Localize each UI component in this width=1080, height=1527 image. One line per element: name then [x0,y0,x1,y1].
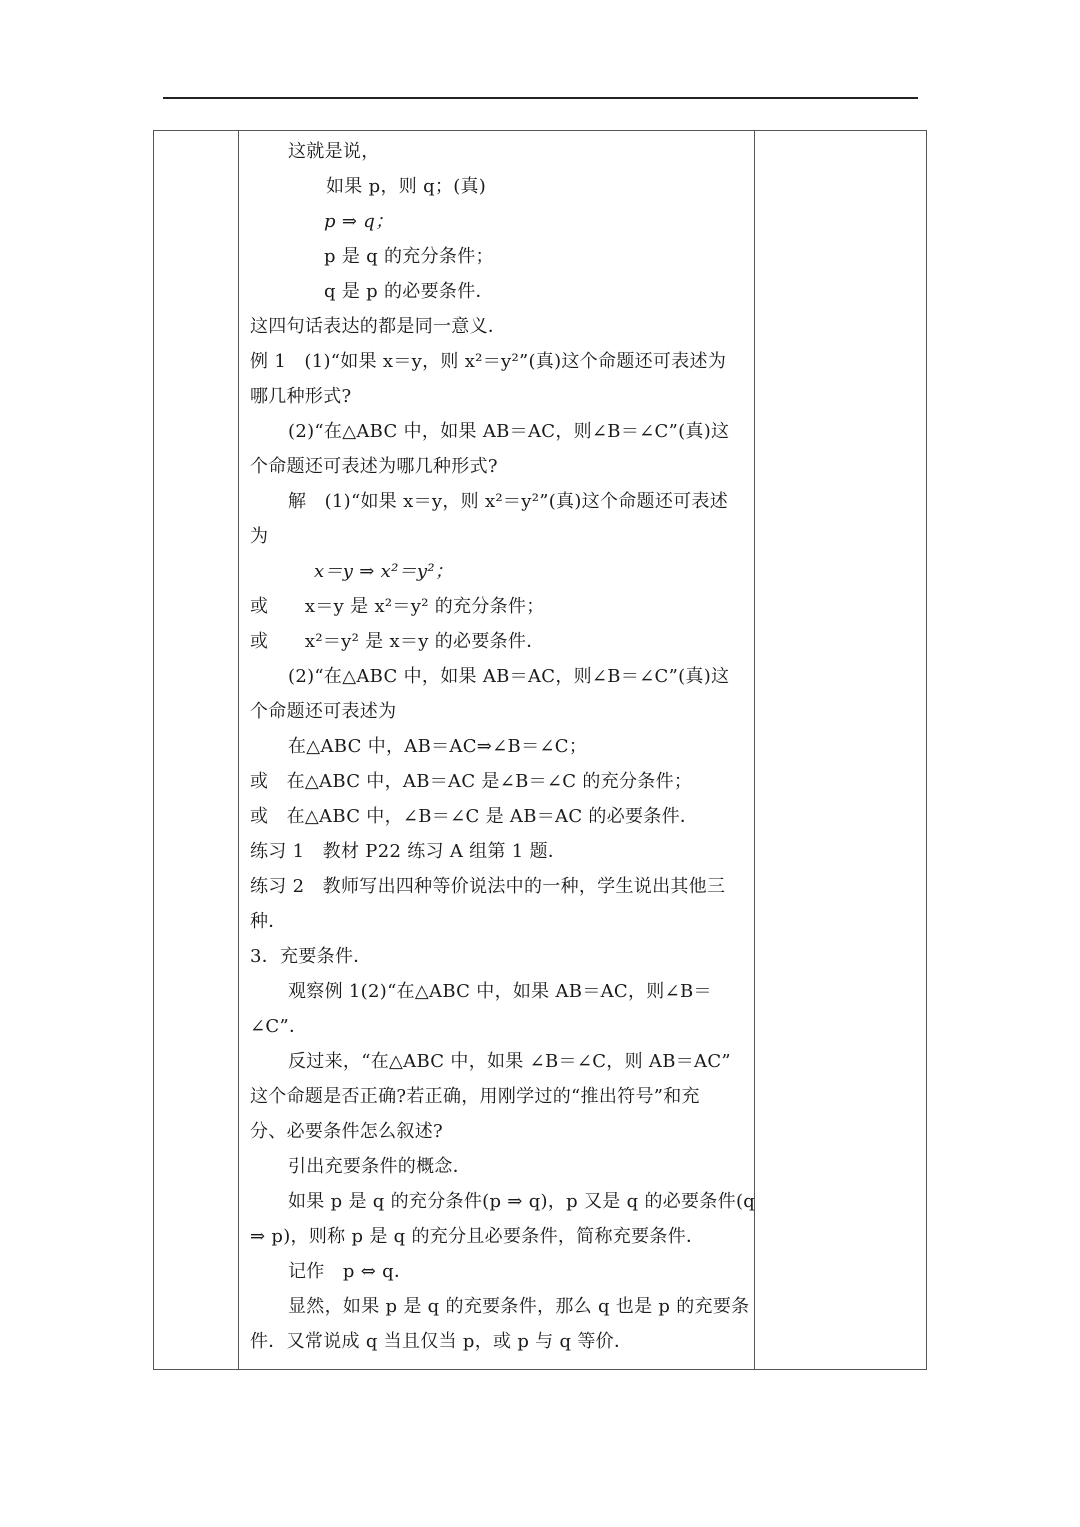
lesson-table [153,130,927,1370]
text-line: 这就是说， [288,141,380,162]
text-line: (2)“在△ABC 中，如果 AB＝AC，则∠B＝∠C”(真)这 [288,666,730,687]
text-line: 显然，如果 p 是 q 的充要条件，那么 q 也是 p 的充要条 [288,1296,750,1317]
text-line: 种． [250,911,287,932]
solution-heading-line: 解 (1)“如果 x＝y，则 x²＝y²”(真)这个命题还可表述 [288,491,729,512]
text-line: 或 x²＝y² 是 x＝y 的必要条件． [250,631,545,652]
section-heading-line: 3．充要条件． [250,946,372,967]
text-line: 哪几种形式? [250,386,352,407]
text-line: 这个命题是否正确?若正确，用刚学过的“推出符号”和充 [250,1086,700,1107]
text-line: ⇒ p)，则称 p 是 q 的充分且必要条件，简称充要条件． [250,1226,705,1247]
header-rule [163,97,918,99]
text-line: 为 [250,526,269,547]
text-line: 或 x＝y 是 x²＝y² 的充分条件； [250,596,545,617]
text-line: p 是 q 的充分条件； [324,246,494,267]
text-line: 件．又常说成 q 当且仅当 p，或 p 与 q 等价． [250,1331,633,1352]
example-heading-line: 例 1 (1)“如果 x＝y，则 x²＝y²”(真)这个命题还可表述为 [250,351,727,372]
text-line: 这四句话表达的都是同一意义． [250,316,507,337]
text-line: 个命题还可表述为 [250,701,397,722]
text-line: 引出充要条件的概念． [288,1156,471,1177]
text-line: 如果 p 是 q 的充分条件(p ⇒ q)，p 又是 q 的必要条件(q [288,1191,756,1212]
formula-line: x＝y ⇒ x²＝y²； [314,561,454,582]
text-line: 在△ABC 中，AB＝AC⇒∠B＝∠C； [288,736,588,757]
text-line: 观察例 1(2)“在△ABC 中，如果 AB＝AC，则∠B＝ [288,981,712,1002]
text-line: (2)“在△ABC 中，如果 AB＝AC，则∠B＝∠C”(真)这 [288,421,730,442]
text-line: 或 在△ABC 中，AB＝AC 是∠B＝∠C 的充分条件； [250,771,693,792]
exercise-1-line: 练习 1 教材 P22 练习 A 组第 1 题． [250,841,567,862]
exercise-2-line: 练习 2 教师写出四种等价说法中的一种，学生说出其他三 [250,876,726,897]
text-line: 或 在△ABC 中，∠B＝∠C 是 AB＝AC 的必要条件． [250,806,699,827]
text-line: 记作 p ⇔ q． [288,1261,413,1282]
text-line: 个命题还可表述为哪几种形式? [250,456,498,477]
text-line: 分、必要条件怎么叙述? [250,1121,443,1142]
text-line: 如果 p，则 q；(真) [326,176,487,197]
column-divider-left [238,131,239,1369]
formula-line: p ⇒ q； [324,211,394,232]
text-line: q 是 p 的必要条件． [324,281,494,302]
text-line: 反过来，“在△ABC 中，如果 ∠B＝∠C，则 AB＝AC” [288,1051,731,1072]
text-line: ∠C”． [250,1016,308,1037]
